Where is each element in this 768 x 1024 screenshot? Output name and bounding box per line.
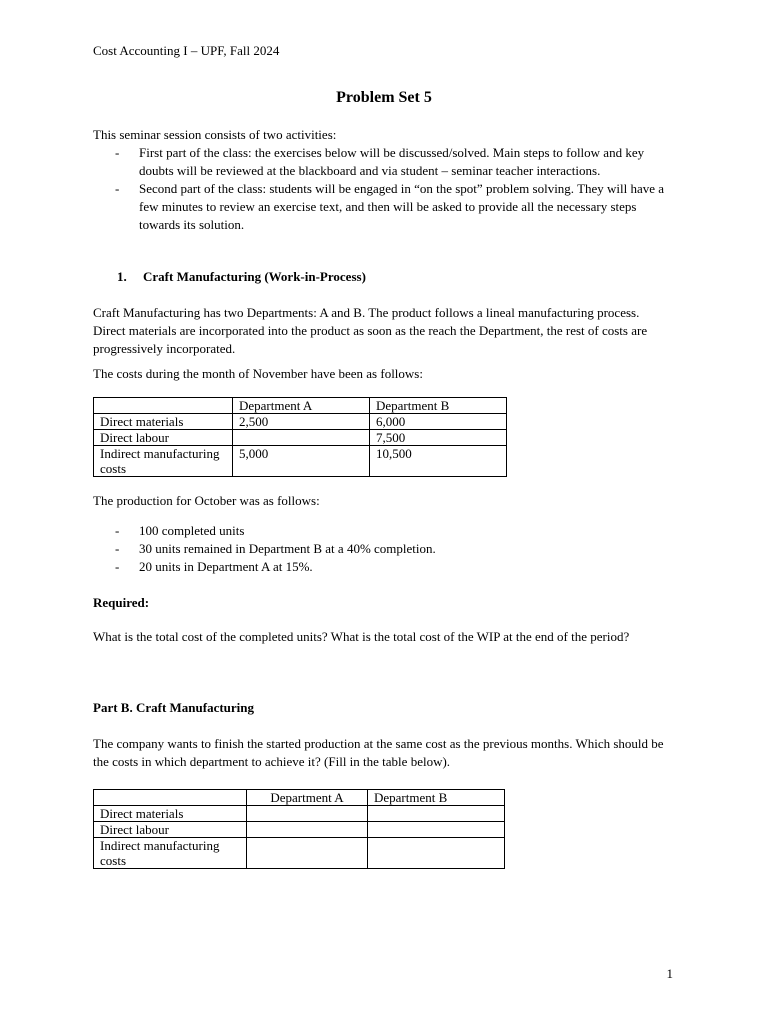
table-cell: Direct materials (94, 414, 233, 430)
section-1-para-3: The production for October was as follows: (93, 493, 320, 508)
table-row (94, 414, 507, 430)
list-item: - 30 units remained in Department B at a 40% completion. (115, 541, 436, 556)
table-cell: Direct labour (94, 430, 233, 446)
section-number: 1. (117, 269, 127, 284)
course-header: Cost Accounting I – UPF, Fall 2024 (93, 43, 280, 58)
required-question: What is the total cost of the completed units? What is the total cost of the WIP at the end of the period? (93, 629, 630, 644)
table-header-row (94, 790, 505, 806)
dash-bullet: - (115, 523, 120, 538)
table-cell: Department B (370, 398, 507, 414)
table-cell: 10,500 (370, 446, 507, 477)
table-row (94, 838, 505, 869)
list-item: - First part of the class: the exercises below will be discussed/solved. Main steps to follow and key doubts will be reviewed at the blackboard and via student – seminar teacher interactions. (115, 145, 645, 178)
required-label: Required: (93, 595, 150, 610)
dash-bullet: - (115, 541, 120, 556)
table-cell (233, 430, 370, 446)
table-cell: 5,000 (233, 446, 370, 477)
list-item: - Second part of the class: students will be engaged in “on the spot” problem solving. They will have a few minutes to review an exercise text, and then will be asked to provide all the necessary steps towards its solution. (115, 181, 665, 232)
list-item: - 20 units in Department A at 15%. (115, 559, 313, 574)
table-row (94, 806, 505, 822)
table-cell: Department A (247, 790, 368, 806)
costs-table (93, 397, 507, 477)
intro-list (93, 144, 673, 234)
dash-bullet: - (115, 181, 120, 196)
table-cell: 6,000 (370, 414, 507, 430)
table-cell: 2,500 (233, 414, 370, 430)
fill-in-table (93, 789, 505, 869)
table-cell (247, 838, 368, 869)
table-row (94, 822, 505, 838)
table-cell (368, 838, 505, 869)
table-cell (368, 822, 505, 838)
section-1-para-2: The costs during the month of November have been as follows: (93, 366, 423, 381)
section-title: Craft Manufacturing (Work-in-Process) (143, 269, 366, 284)
table-cell: Indirect manufacturing costs (94, 446, 233, 477)
table-cell (368, 806, 505, 822)
page-number: 1 (666, 966, 673, 981)
table-cell: Direct materials (94, 806, 247, 822)
table-cell: Indirect manufacturing costs (94, 838, 247, 869)
part-b-heading: Part B. Craft Manufacturing (93, 700, 255, 715)
section-1-heading (93, 268, 673, 286)
section-1-para-1: Craft Manufacturing has two Departments: A and B. The product follows a lineal manufacturing process. Direct materials are incorporated into the product as soon as the reach the Department, the rest of costs are progressively incorporated. (93, 305, 648, 356)
table-cell (247, 822, 368, 838)
table-row (94, 430, 507, 446)
table-cell: Direct labour (94, 822, 247, 838)
part-b-para: The company wants to finish the started production at the same cost as the previous months. Which should be the costs in which department to achieve it? (Fill in the table below). (93, 736, 664, 769)
production-list (93, 522, 673, 576)
table-cell: 7,500 (370, 430, 507, 446)
table-cell (94, 398, 233, 414)
intro-lead: This seminar session consists of two activities: (93, 127, 337, 142)
page-title: Problem Set 5 (336, 89, 432, 106)
table-row (94, 446, 507, 477)
table-cell: Department A (233, 398, 370, 414)
table-cell (247, 806, 368, 822)
dash-bullet: - (115, 559, 120, 574)
table-cell: Department B (368, 790, 505, 806)
table-cell (94, 790, 247, 806)
table-header-row (94, 398, 507, 414)
dash-bullet: - (115, 145, 120, 160)
list-item: - 100 completed units (115, 523, 245, 538)
